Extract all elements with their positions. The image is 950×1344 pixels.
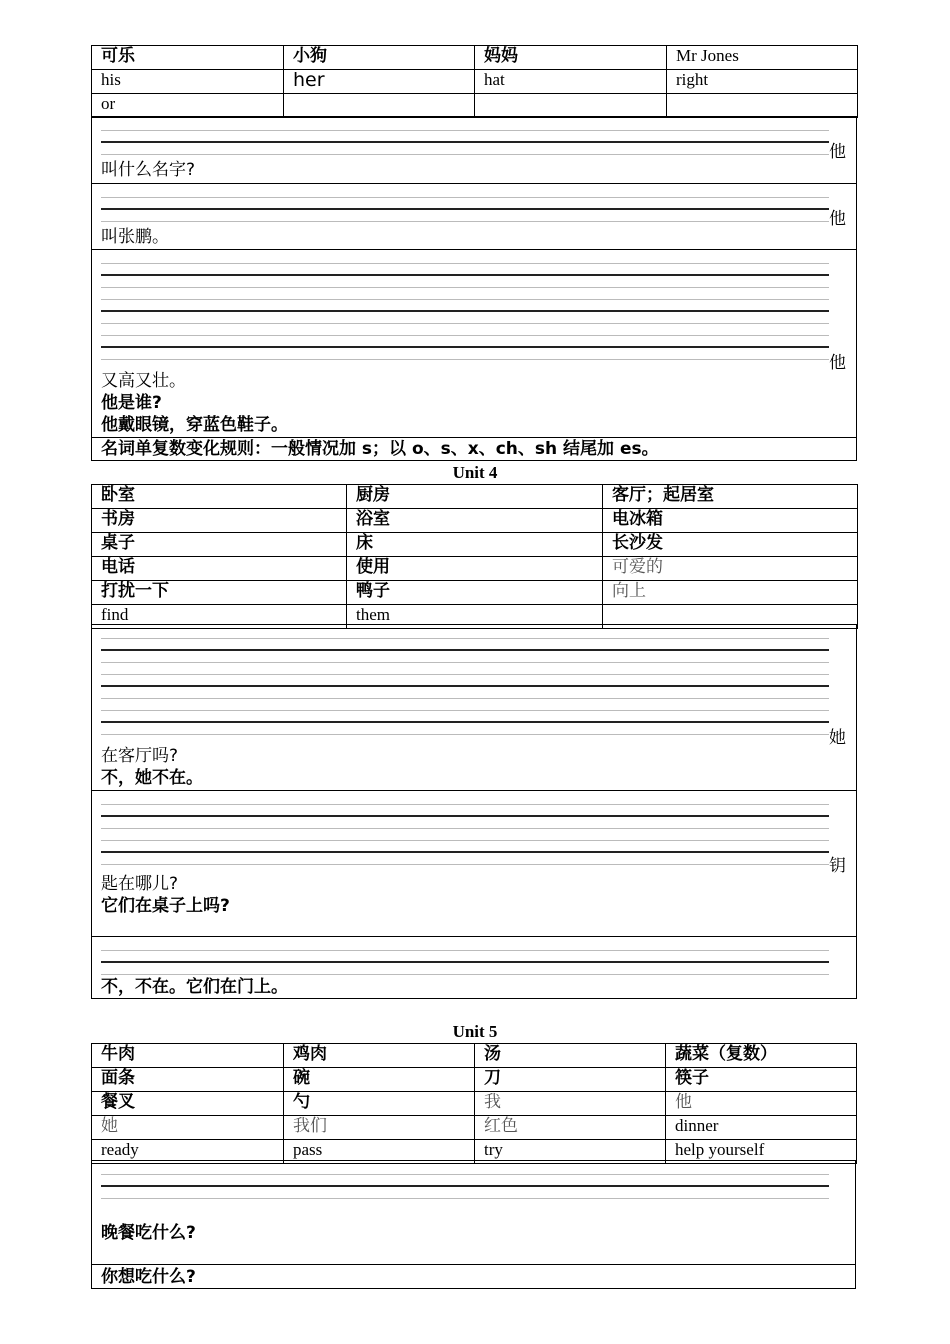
prompt-text: 又高又壮。 [101, 371, 186, 391]
vocab-cell: help yourself [666, 1140, 857, 1164]
prompt-tail: 他 [829, 353, 846, 373]
prompt-text: 在客厅吗? [101, 746, 179, 766]
writing-box [91, 1160, 856, 1265]
vocab-cell: 书房 [92, 509, 347, 533]
vocab-cell: or [92, 94, 284, 118]
vocab-cell: 鸡肉 [284, 1044, 475, 1068]
prompt-tail: 钥 [829, 856, 846, 876]
table-row [92, 485, 858, 509]
prompt-question: 晚餐吃什么? [101, 1223, 196, 1243]
grammar-rule: 名词单复数变化规则：一般情况加 s；以 o、s、x、ch、sh 结尾加 es。 [101, 439, 659, 459]
vocab-cell: 筷子 [666, 1068, 857, 1092]
writing-box [91, 1264, 856, 1289]
vocab-cell: 长沙发 [603, 533, 858, 557]
vocab-cell: Mr Jones [667, 46, 858, 70]
table-row [92, 1044, 857, 1068]
vocab-cell: 她 [92, 1116, 284, 1140]
vocab-cell: 卧室 [92, 485, 347, 509]
writing-lines [101, 119, 829, 155]
vocab-cell: 小狗 [284, 46, 475, 70]
unit-title: Unit 4 [452, 463, 498, 482]
table-row [92, 1116, 857, 1140]
vocab-cell: 浴室 [347, 509, 603, 533]
vocab-cell: pass [284, 1140, 475, 1164]
writing-box [91, 116, 857, 184]
vocab-cell: 我们 [284, 1116, 475, 1140]
grammar-rule-box [91, 437, 857, 461]
table-row [92, 509, 858, 533]
vocab-cell: ready [92, 1140, 284, 1164]
table-row [92, 533, 858, 557]
prompt-text: 叫什么名字? [101, 160, 196, 180]
vocab-cell: 牛肉 [92, 1044, 284, 1068]
vocab-cell: 可爱的 [603, 557, 858, 581]
vocab-cell: 刀 [475, 1068, 666, 1092]
vocab-cell: try [475, 1140, 666, 1164]
vocab-cell: 汤 [475, 1044, 666, 1068]
unit3-vocab-table [91, 45, 858, 118]
vocab-cell [284, 94, 475, 118]
prompt-answer: 不，她不在。 [101, 768, 203, 788]
vocab-cell: them [347, 605, 603, 629]
prompt-question: 你想吃什么? [101, 1267, 196, 1287]
writing-box [91, 249, 857, 438]
vocab-cell: 他 [666, 1092, 857, 1116]
writing-lines [101, 627, 829, 735]
vocab-cell: hat [475, 70, 667, 94]
table-row [92, 46, 858, 70]
vocab-cell: 鸭子 [347, 581, 603, 605]
table-row [92, 94, 858, 118]
vocab-cell: 碗 [284, 1068, 475, 1092]
table-row [92, 1068, 857, 1092]
vocab-cell: 勺 [284, 1092, 475, 1116]
unit-title: Unit 5 [452, 1022, 498, 1041]
vocab-cell: 客厅；起居室 [603, 485, 858, 509]
vocab-cell: 红色 [475, 1116, 666, 1140]
unit5-vocab-table [91, 1043, 857, 1164]
vocab-cell: right [667, 70, 858, 94]
vocab-cell: 使用 [347, 557, 603, 581]
vocab-cell: his [92, 70, 284, 94]
vocab-cell: 我 [475, 1092, 666, 1116]
prompt-text: 叫张鹏。 [101, 227, 169, 247]
prompt-tail: 她 [829, 728, 846, 748]
writing-box [91, 624, 857, 791]
vocab-cell: 餐叉 [92, 1092, 284, 1116]
vocab-cell: 打扰一下 [92, 581, 347, 605]
vocab-cell: 面条 [92, 1068, 284, 1092]
writing-lines [101, 793, 829, 865]
table-row [92, 581, 858, 605]
prompt-question: 他是谁? [101, 393, 162, 413]
vocab-cell: 向上 [603, 581, 858, 605]
prompt-description: 他戴眼镜，穿蓝色鞋子。 [101, 415, 288, 435]
vocab-cell: her [284, 70, 475, 94]
prompt-answer: 不，不在。它们在门上。 [101, 977, 288, 997]
writing-lines [101, 939, 829, 975]
writing-box [91, 183, 857, 250]
writing-lines [101, 186, 829, 222]
vocab-cell: 电话 [92, 557, 347, 581]
vocab-cell: 厨房 [347, 485, 603, 509]
vocab-cell: dinner [666, 1116, 857, 1140]
table-row [92, 557, 858, 581]
prompt-text: 匙在哪儿? [101, 874, 179, 894]
writing-lines [101, 1163, 829, 1199]
vocab-cell: 蔬菜（复数） [666, 1044, 857, 1068]
prompt-tail: 他 [829, 142, 846, 162]
writing-box [91, 790, 857, 937]
vocab-cell: find [92, 605, 347, 629]
vocab-cell [667, 94, 858, 118]
vocab-cell: 桌子 [92, 533, 347, 557]
table-row [92, 1092, 857, 1116]
vocab-cell: 床 [347, 533, 603, 557]
unit4-vocab-table [91, 484, 858, 629]
table-row [92, 70, 858, 94]
vocab-cell: 可乐 [92, 46, 284, 70]
writing-box [91, 936, 857, 999]
prompt-tail: 他 [829, 209, 846, 229]
vocab-cell: 妈妈 [475, 46, 667, 70]
vocab-cell [475, 94, 667, 118]
vocab-cell: 电冰箱 [603, 509, 858, 533]
writing-lines [101, 252, 829, 360]
prompt-question: 它们在桌子上吗? [101, 896, 230, 916]
